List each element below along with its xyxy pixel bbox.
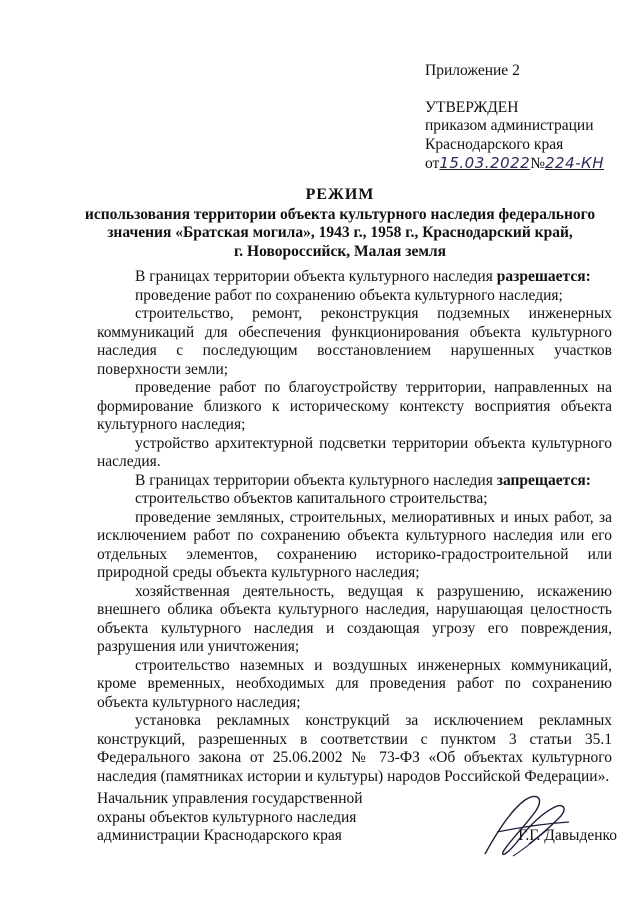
forbidden-item: установка рекламных конструкций за исключением рекламных конструкций, разрешенных в соответствии с пунктом 3 статьи 35.1 Федерального закона от 25.06.2002 № 73-ФЗ «Об объектах культурного наследия (памятниках истории и культуры) народов Российской Федерации». [97,712,612,785]
order-date-number [425,154,630,174]
signature-block [97,790,617,850]
allowed-heading: В границах территории объекта культурного наследия разрешается: [135,268,591,285]
document-body [97,268,612,786]
forbidden-item: хозяйственная деятельность, ведущая к разрушению, искажению внешнего облика объекта культурного наследия, нарушающая целостность объекта культурного наследия и создающая угрозу его повреждения, разрушения или уничтожения; [97,582,612,655]
allowed-keyword: разрешается: [496,268,591,285]
forbidden-item: строительство наземных и воздушных инженерных коммуникаций, кроме временных, необходимых для проведения работ по сохранению объекта культурного наследия; [97,656,612,711]
signatory-position: Начальник управления государственной охраны объектов культурного наследия администрации Краснодарского края [97,790,363,844]
approved-by-line2: Краснодарского края [425,135,564,153]
title-sub-line1: использования территории объекта культурного наследия федерального [84,205,596,223]
title-main: РЕЖИМ [305,186,375,203]
allowed-item: устройство архитектурной подсветки территории объекта культурного наследия. [97,434,612,470]
forbidden-item: проведение земляных, строительных, мелиоративных и иных работ, за исключением работ по сохранению объекта культурного наследия или его отдельных элементов, сохранению историко-градостроительной или природной среды объекта культурного наследия; [97,508,612,581]
allowed-item: проведение работ по благоустройству территории, направленных на формирование близкого к историческому контексту восприятия объекта культурного наследия; [97,379,612,433]
forbidden-keyword: запрещается: [496,471,591,489]
order-date: 15.03.2022 [439,154,531,172]
forbidden-heading: В границах территории объекта культурного наследия запрещается: [135,471,591,489]
approved-label: УТВЕРЖДЕН [425,98,519,116]
title-sub-line3: г. Новороссийск, Малая земля [234,242,446,260]
annex-label: Приложение 2 [425,62,520,79]
number-label: № [530,155,546,172]
order-number: 224-КН [545,154,604,172]
allowed-item: проведение работ по сохранению объекта культурного наследия; [135,286,563,304]
approved-by-line1: приказом администрации [425,117,594,134]
signatory-name: Г.Г. Давыденко [518,827,617,844]
forbidden-item: строительство объектов капитального строительства; [135,490,488,507]
allowed-item: строительство, ремонт, реконструкция подземных инженерных коммуникаций для обеспечения функционирования объекта культурного наследия с последующим восстановлением нарушенных участков поверхности земли; [97,305,612,378]
title-sub-line2: значения «Братская могила», 1943 г., 1958 г., Краснодарский край, [107,224,573,241]
approval-block [425,62,630,174]
document-title [60,186,620,261]
from-label: от [425,155,440,172]
